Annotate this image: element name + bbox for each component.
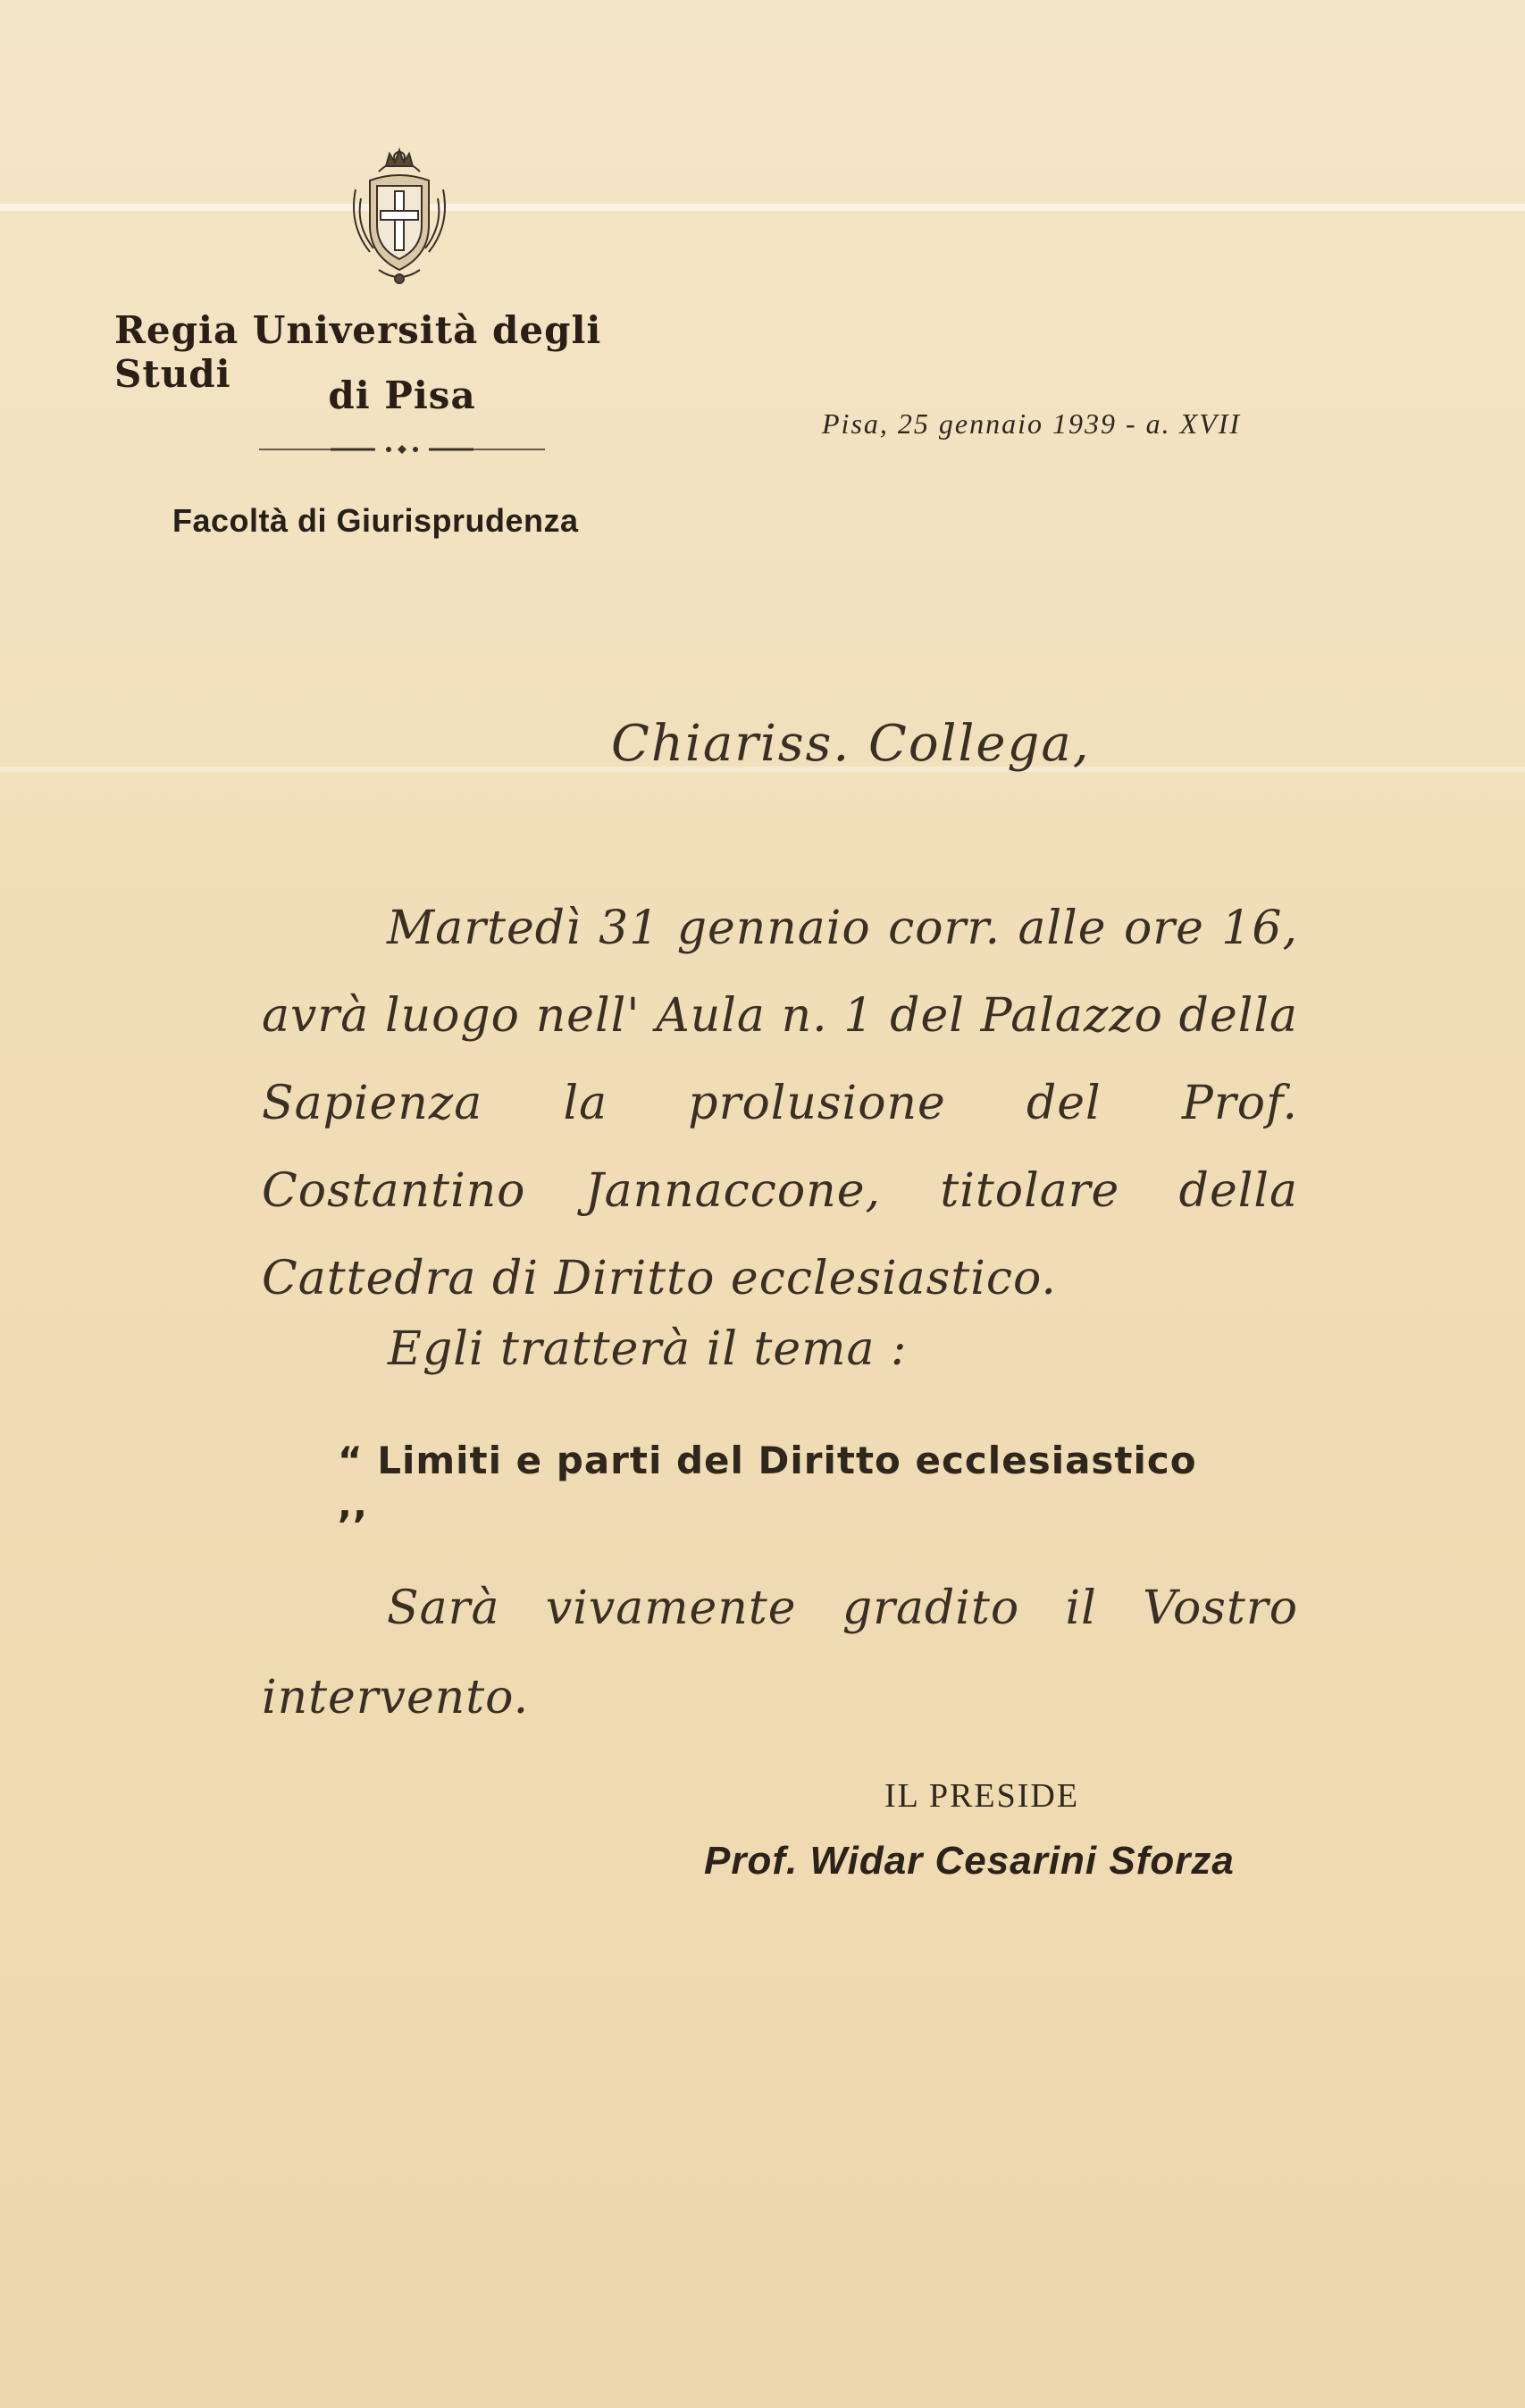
date-line: Pisa, 25 gennaio 1939 - a. XVII: [822, 407, 1242, 440]
university-city: di Pisa: [328, 373, 476, 417]
signature-title: IL PRESIDE: [884, 1777, 1080, 1815]
faculty-name: Facoltà di Giurisprudenza: [172, 502, 579, 539]
topic-intro: Egli tratterà il tema :: [388, 1322, 908, 1376]
savoy-crest-icon: [343, 145, 456, 288]
announcement-text: Martedì 31 gennaio corr. alle ore 16, avrà luogo nell' Aula n. 1 del Palazzo della Sapienza la prolusione del Prof. Costantino Jannaccone, titolare della Cattedra di Diritto ecclesiastico.: [262, 902, 1298, 1305]
lecture-topic: “ Limiti e parti del Diritto ecclesiastico ,,: [338, 1439, 1197, 1526]
closing-text: Sarà vivamente gradito il Vostro intervento.: [262, 1582, 1298, 1724]
paper-light-band: [0, 204, 1525, 211]
university-name: Regia Università degli Studi: [114, 308, 602, 396]
closing-paragraph: [262, 1564, 1298, 1742]
announcement-paragraph: [262, 885, 1298, 1322]
salutation: Chiariss. Collega,: [611, 715, 1091, 773]
ornament-divider: [259, 443, 545, 456]
signature-name: Prof. Widar Cesarini Sforza: [704, 1839, 1235, 1883]
